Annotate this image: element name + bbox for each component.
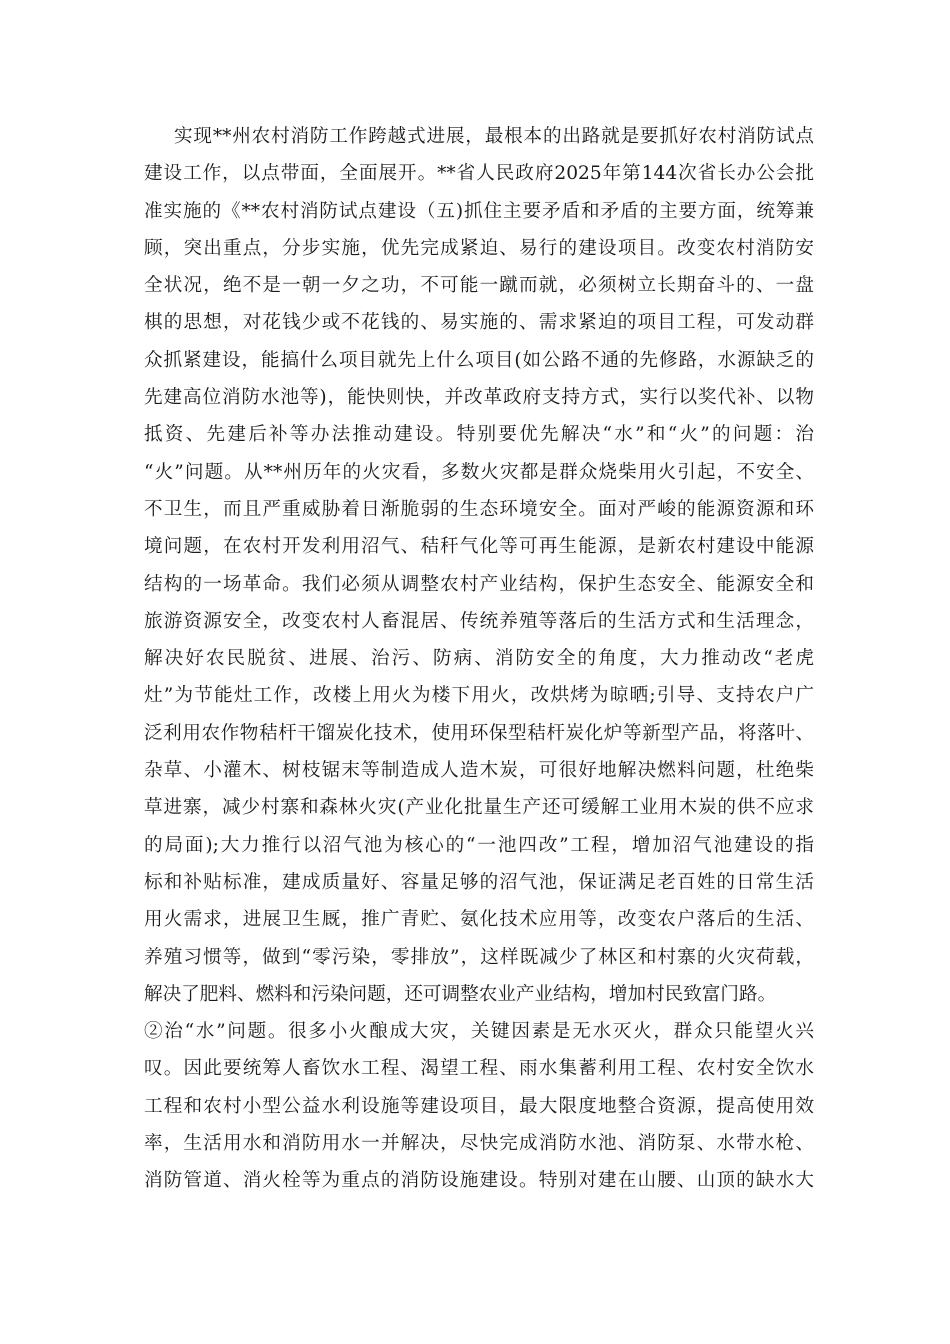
text-line: 杂草、小灌木、树枝锯末等制造成人造木炭，可很好地解决燃料问题，杜绝柴: [144, 760, 814, 782]
text-line: 解决好农民脱贫、进展、治污、防病、消防安全的角度，大力推动改“老虎: [144, 648, 814, 670]
text-line: 抵资、先建后补等办法推动建设。特别要优先解决“水”和“火”的问题：治: [144, 424, 814, 446]
text-line: 不卫生，而且严重威胁着日渐脆弱的生态环境安全。面对严峻的能源资源和环: [144, 498, 814, 520]
text-line: 结构的一场革命。我们必须从调整农村产业结构，保护生态安全、能源安全和: [144, 573, 814, 595]
text-line: ②治“水”问题。很多小火酿成大灾，关键因素是无水灭火，群众只能望火兴: [144, 1021, 814, 1043]
text-line: 建设工作，以点带面，全面展开。**省人民政府2025年第144次省长办公会批: [144, 163, 814, 185]
text-line: 境问题，在农村开发利用沼气、秸秆气化等可再生能源，是新农村建设中能源: [144, 536, 814, 558]
text-line: 用火需求，进展卫生厩，推广青贮、氨化技术应用等，改变农户落后的生活、: [144, 909, 814, 931]
text-line: 棋的思想，对花钱少或不花钱的、易实施的、需求紧迫的项目工程，可发动群: [144, 312, 814, 334]
text-line: 旅游资源安全，改变农村人畜混居、传统养殖等落后的生活方式和生活理念，: [144, 610, 814, 632]
text-line: 工程和农村小型公益水利设施等建设项目，最大限度地整合资源，提高使用效: [144, 1095, 814, 1117]
text-line: 泛利用农作物秸杆干馏炭化技术，使用环保型秸杆炭化炉等新型产品，将落叶、: [144, 722, 814, 744]
text-line: 顾，突出重点，分步实施，优先完成紧迫、易行的建设项目。改变农村消防安: [144, 237, 814, 259]
text-line: 草进寨，减少村寨和森林火灾(产业化批量生产还可缓解工业用木炭的供不应求: [144, 797, 814, 819]
text-line: 标和补贴标准，建成质量好、容量足够的沼气池，保证满足老百姓的日常生活: [144, 871, 814, 893]
text-line: 叹。因此要统筹人畜饮水工程、渴望工程、雨水集蓄利用工程、农村安全饮水: [144, 1058, 814, 1080]
text-line: 消防管道、消火栓等为重点的消防设施建设。特别对建在山腰、山顶的缺水大: [144, 1170, 814, 1192]
text-line: 率，生活用水和消防用水一并解决，尽快完成消防水池、消防泵、水带水枪、: [144, 1133, 814, 1155]
text-line: “火”问题。从**州历年的火灾看，多数火灾都是群众烧柴用火引起，不安全、: [144, 461, 814, 483]
text-line: 准实施的《**农村消防试点建设（五)抓住主要矛盾和矛盾的主要方面，统筹兼: [144, 200, 814, 222]
text-line: 的局面);大力推行以沼气池为核心的“一池四改”工程，增加沼气池建设的指: [144, 834, 814, 856]
text-line: 养殖习惯等，做到“零污染，零排放”，这样既减少了林区和村寨的火灾荷载，: [144, 946, 814, 968]
text-line: 全状况，绝不是一朝一夕之功，不可能一蹴而就，必须树立长期奋斗的、一盘: [144, 275, 814, 297]
text-line: 解决了肥料、燃料和污染问题，还可调整农业产业结构，增加村民致富门路。: [144, 983, 777, 1005]
paragraph: [144, 118, 814, 1200]
text-line: 先建高位消防水池等)，能快则快，并改革政府支持方式，实行以奖代补、以物: [144, 387, 814, 409]
text-line: 实现**州农村消防工作跨越式进展，最根本的出路就是要抓好农村消防试点: [174, 126, 814, 147]
text-line: 众抓紧建设，能搞什么项目就先上什么项目(如公路不通的先修路，水源缺乏的: [144, 349, 814, 371]
text-line: 灶”为节能灶工作，改楼上用火为楼下用火，改烘烤为晾晒;引导、支持农户广: [144, 685, 814, 707]
